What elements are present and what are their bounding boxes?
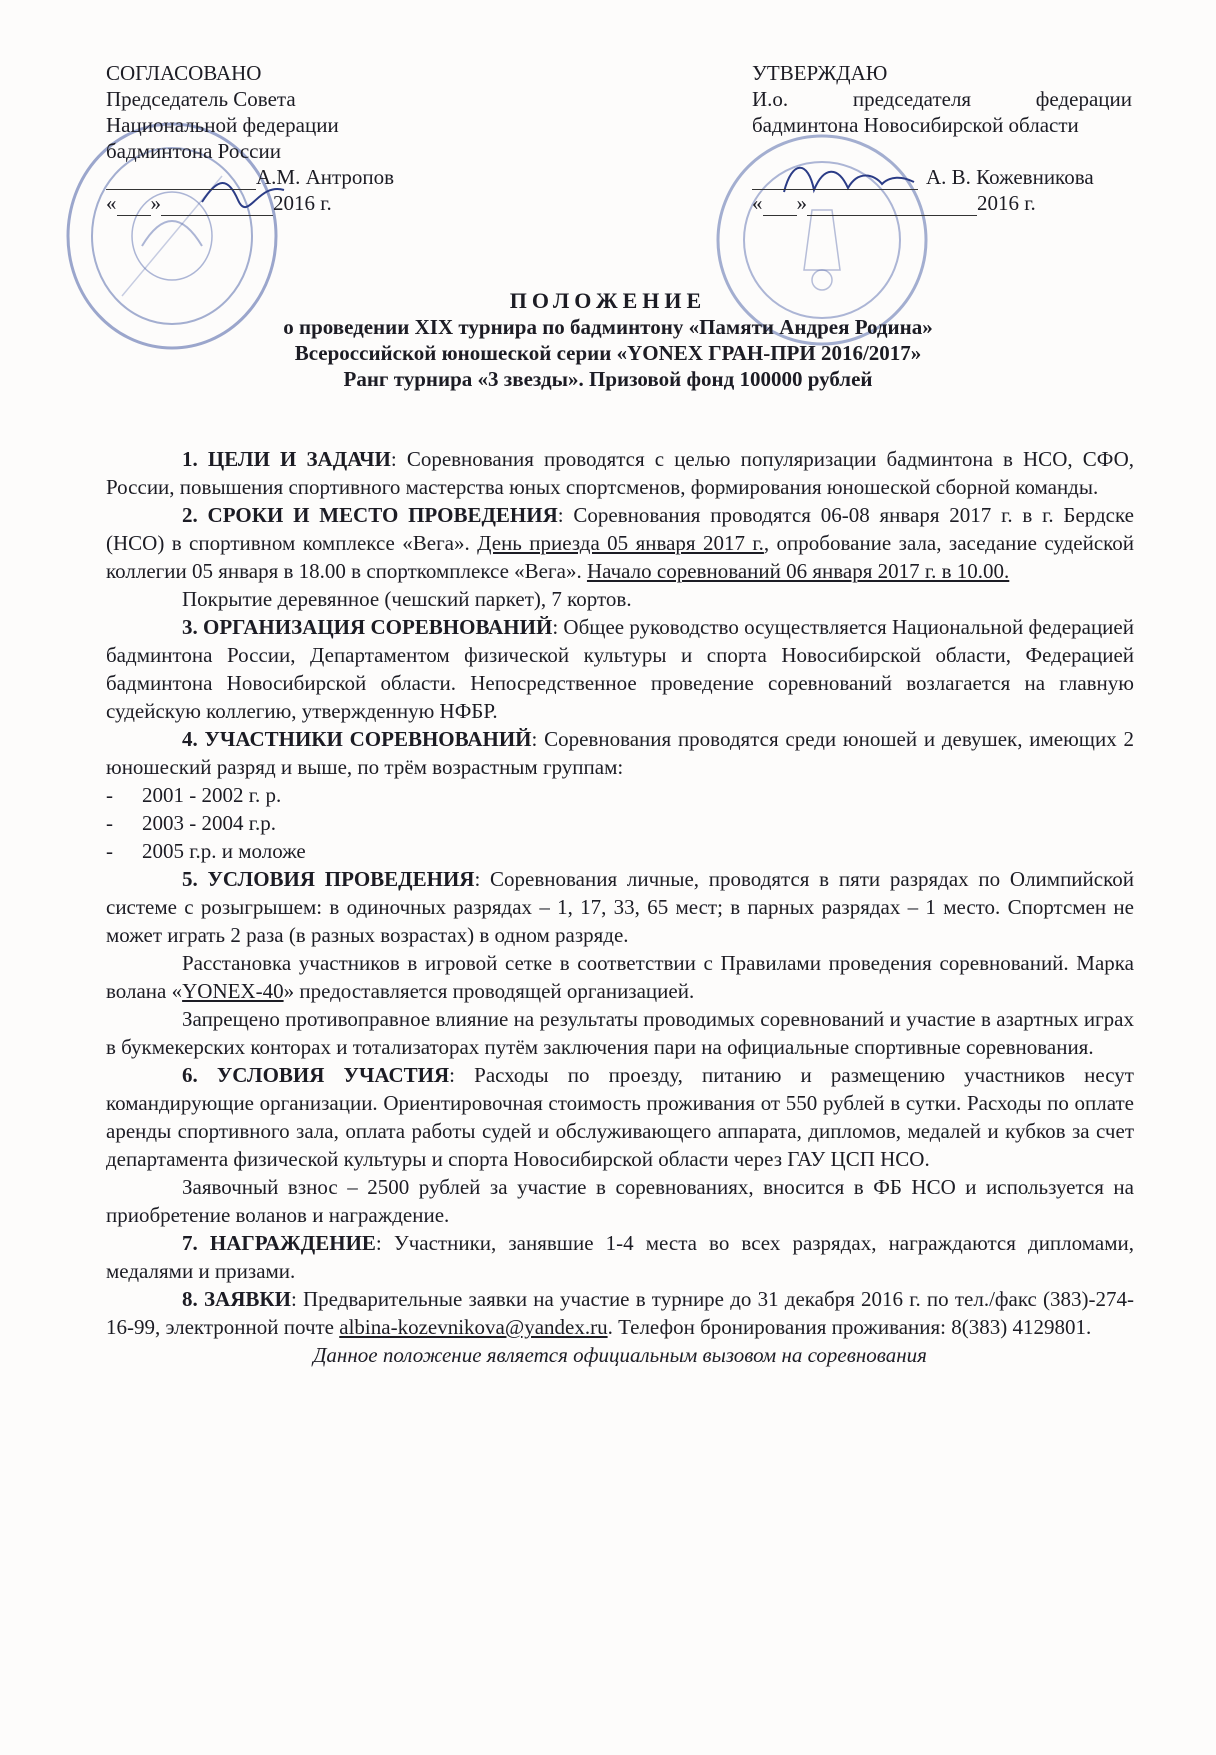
section-5-text: : Соревнования личные, проводятся в пяти разрядах по Олимпийской системе с розыгрышем: в одиночных разрядах – 1, 17, 33, 65 мест; в парных разрядах – 1 место. Спортсмен не может играть 2 раза (в разных возрастах) в одном разряде.	[106, 867, 1134, 947]
date-quote-open-left: «	[106, 191, 117, 215]
section-8-text2: . Телефон бронирования проживания: 8(383) 4129801.	[607, 1315, 1092, 1339]
section-8-heading: 8. ЗАЯВКИ	[182, 1287, 291, 1311]
list-item	[106, 781, 1134, 809]
document-title	[100, 288, 1116, 392]
section-7-heading: 7. НАГРАЖДЕНИЕ	[182, 1231, 376, 1255]
section-4	[106, 725, 1134, 781]
section-1-heading: 1. ЦЕЛИ И ЗАДАЧИ	[182, 447, 391, 471]
signature-line-left	[106, 164, 406, 190]
date-day-blank-right	[763, 195, 797, 216]
section-1	[106, 445, 1134, 501]
section-4-text: : Соревнования проводятся среди юношей и девушек, имеющих 2 юношеский разряд и выше, по трём возрастным группам:	[106, 727, 1134, 779]
approver-title-line3: бадминтона России	[106, 139, 281, 163]
section-2-start: Начало соревнований 06 января 2017 г. в 10.00.	[586, 559, 1010, 583]
approver-role-line1	[752, 86, 1132, 112]
title-line2: о проведении XIX турнира по бадминтону «Памяти Андрея Родина»	[283, 315, 933, 339]
section-2-text2: , опробование зала, заседание судейской коллегии 05 января в 18.00 в спорткомплексе «Вега».	[106, 531, 1135, 583]
date-quote-open-right: «	[752, 191, 763, 215]
section-5-placement-tail: » предоставляется проводящей организацией.	[283, 979, 695, 1003]
section-2-text1: : Соревнования проводятся 06-08 января 2017 г. в г. Бердске (НСО) в спортивном комплексе «Вега».	[106, 503, 1134, 555]
title-line3: Всероссийской юношеской серии «YONEX ГРАН-ПРИ 2016/2017»	[294, 341, 922, 365]
section-1-text: : Соревнования проводятся с целью популяризации бадминтона в НСО, СФО, России, повышения спортивного мастерства юных спортсменов, формирования юношеской сборной команды.	[106, 447, 1134, 499]
date-month-blank-right	[807, 195, 977, 216]
document-body	[106, 445, 1134, 1369]
age-group-2: 2003 - 2004 г.р.	[142, 811, 276, 835]
section-8	[106, 1285, 1134, 1341]
section-8-text1: : Предварительные заявки на участие в турнире до 31 декабря 2016 г. по тел./факс (383)-274-16-99, электронной почте	[106, 1287, 1135, 1339]
section-2	[106, 501, 1134, 585]
section-5-prohibition: Запрещено противоправное влияние на результаты проводимых соревнований и участие в азартных играх в букмекерских конторах и тотализаторах путём заключения пари на официальные спортивные соревнования.	[106, 1007, 1134, 1059]
date-year-right: 2016 г.	[977, 191, 1036, 215]
date-month-blank-left	[161, 195, 273, 216]
section-5-placement	[106, 949, 1134, 1005]
approval-heading-left: СОГЛАСОВАНО	[106, 61, 262, 85]
approval-heading-right: УТВЕРЖДАЮ	[752, 61, 888, 85]
section-2-arrival: День приезда 05 января 2017 г.	[477, 531, 764, 555]
age-group-1: 2001 - 2002 г. р.	[142, 783, 282, 807]
list-dash: -	[106, 783, 113, 807]
approval-spacer	[752, 138, 1132, 164]
section-2-heading: 2. СРОКИ И МЕСТО ПРОВЕДЕНИЯ	[182, 503, 558, 527]
date-line-right	[752, 190, 1132, 216]
section-3-text: : Общее руководство осуществляется Национальной федерацией бадминтона России, Департаментом физической культуры и спорта Новосибирской области, Федерацией бадминтона Новосибирской области. Непосредственное проведение соревнований возлагается на главную судейскую коллегию, утвержденную НФБР.	[106, 615, 1134, 723]
approver-role-word3: федерации	[1035, 87, 1132, 111]
section-6	[106, 1061, 1134, 1173]
section-7-text: : Участники, занявшие 1-4 места во всех разрядах, награждаются дипломами, медалями и призами.	[106, 1231, 1134, 1283]
approver-role-word1: И.о.	[752, 87, 789, 111]
official-invitation-note: Данное положение является официальным вызовом на соревнования	[313, 1343, 927, 1367]
date-quote-close-right: »	[796, 191, 807, 215]
approver-role-line2: бадминтона Новосибирской области	[752, 113, 1079, 137]
section-6-text: : Расходы по проезду, питанию и размещению участников несут командирующие организации. Ориентировочная стоимость проживания от 550 рублей в сутки. Расходы по оплате аренды спортивного зала, оплата работы судей и обслуживающего аппарата, дипломов, медалей и кубков за счет департамента физической культуры и спорта Новосибирской области через ГАУ ЦСП НСО.	[106, 1063, 1134, 1171]
list-dash: -	[106, 811, 113, 835]
approval-block-right	[752, 60, 1132, 216]
approver-title-line2: Национальной федерации	[106, 113, 339, 137]
section-2-surface: Покрытие деревянное (чешский паркет), 7 кортов.	[182, 587, 632, 611]
section-5-heading: 5. УСЛОВИЯ ПРОВЕДЕНИЯ	[182, 867, 475, 891]
section-6-heading: 6. УСЛОВИЯ УЧАСТИЯ	[182, 1063, 450, 1087]
date-line-left	[106, 190, 406, 216]
section-3-heading: 3. ОРГАНИЗАЦИЯ СОРЕВНОВАНИЙ	[182, 615, 553, 639]
signature-line-right	[752, 164, 1132, 190]
shuttle-brand: YONEX-40	[182, 979, 284, 1003]
list-item	[106, 837, 1134, 865]
section-6-fee: Заявочный взнос – 2500 рублей за участие в соревнованиях, вносится в ФБ НСО и используется на приобретение воланов и награждение.	[106, 1175, 1134, 1227]
date-quote-close-left: »	[150, 191, 161, 215]
section-5	[106, 865, 1134, 949]
approver-name-left: А.М. Антропов	[256, 165, 395, 189]
approver-role-word2: председателя	[852, 87, 972, 111]
list-item	[106, 809, 1134, 837]
section-5-placement-text: Расстановка участников в игровой сетке в соответствии с Правилами проведения соревнований. Марка волана «	[106, 951, 1134, 1003]
approver-title-line1: Председатель Совета	[106, 87, 296, 111]
approval-block-left	[106, 60, 406, 216]
section-4-heading: 4. УЧАСТНИКИ СОРЕВНОВАНИЙ	[182, 727, 532, 751]
section-7	[106, 1229, 1134, 1285]
contact-email-link[interactable]: albina-kozevnikova@yandex.ru	[339, 1315, 608, 1339]
section-3	[106, 613, 1134, 725]
signature-blank-right	[752, 169, 918, 190]
date-day-blank-left	[117, 195, 151, 216]
date-year-left: 2016 г.	[273, 191, 332, 215]
age-group-3: 2005 г.р. и моложе	[142, 839, 306, 863]
list-dash: -	[106, 839, 113, 863]
signature-blank-left	[106, 169, 256, 190]
approver-name-right: А. В. Кожевникова	[926, 165, 1094, 189]
title-main: ПОЛОЖЕНИЕ	[509, 288, 707, 313]
title-line4: Ранг турнира «3 звезды». Призовой фонд 100000 рублей	[343, 367, 873, 391]
